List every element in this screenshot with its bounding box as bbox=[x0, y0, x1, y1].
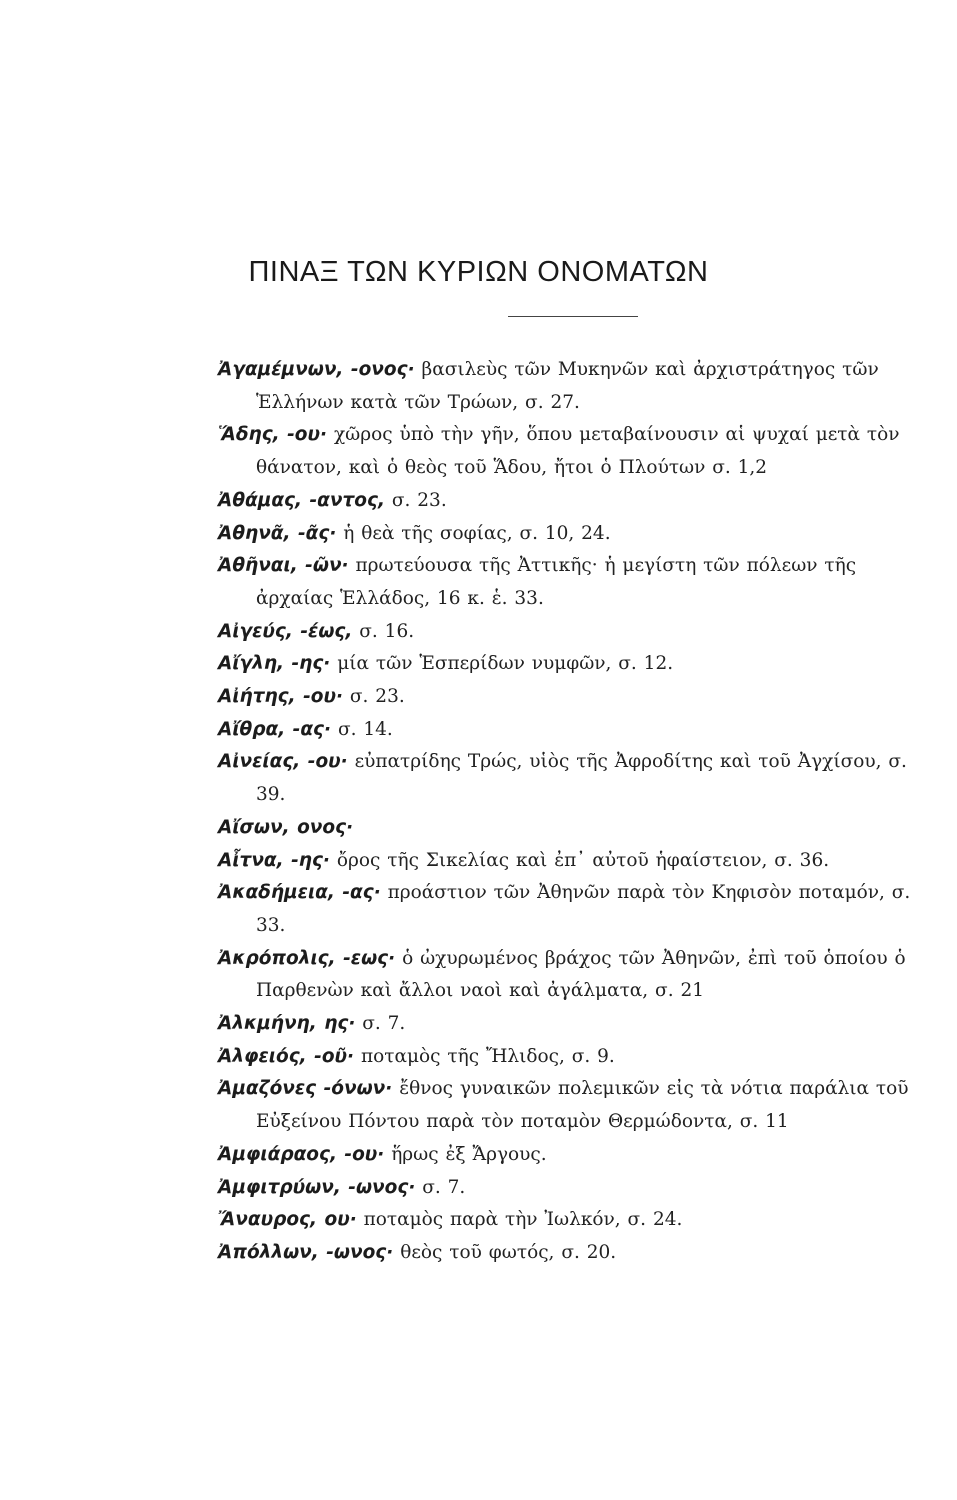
index-entry bbox=[218, 550, 938, 615]
entry-description: σ. 7. bbox=[422, 1176, 466, 1198]
entry-description: σ. 14. bbox=[337, 718, 393, 740]
index-entry bbox=[218, 485, 938, 518]
entry-headword: Αἰγεύς, -έως, bbox=[218, 620, 353, 642]
entry-headword: Αἶτνα, -ης· bbox=[218, 849, 330, 871]
index-entry bbox=[218, 1204, 938, 1237]
index-list bbox=[218, 354, 938, 1270]
index-entry bbox=[218, 648, 938, 681]
entry-description: ὁ ὠχυρωμένος βράχος τῶν Ἀθηνῶν, ἐπὶ τοῦ ὁποίου ὁ Παρθενὼν καὶ ἄλλοι ναοὶ καὶ ἀγάλματα, σ. 21 bbox=[256, 947, 906, 1002]
entry-headword: Ἀγαμέμνων, -ονος· bbox=[218, 359, 415, 380]
entry-headword: Αἰήτης, -ου· bbox=[218, 686, 344, 708]
entry-description: βασιλεὺς τῶν Μυκηνῶν καὶ ἀρχιστράτηγος τῶν Ἑλλήνων κατὰ τῶν Τρώων, σ. 27. bbox=[256, 359, 879, 413]
index-entry bbox=[218, 1073, 938, 1138]
page-title: ΠΙΝΑΞ ΤΩΝ ΚΥΡΙΩΝ ΟΝΟΜΑΤΩΝ bbox=[248, 256, 709, 288]
entry-description: ποταμὸς παρὰ τὴν Ἰωλκόν, σ. 24. bbox=[363, 1209, 683, 1231]
entry-description: εὐπατρίδης Τρώς, υἱὸς τῆς Ἀφροδίτης καὶ τοῦ Ἀγχίσου, σ. 39. bbox=[256, 751, 907, 806]
entry-headword: Ἀμφιάραος, -ου· bbox=[218, 1143, 385, 1165]
entry-headword: Ἀμφιτρύων, -ωνος· bbox=[218, 1176, 416, 1198]
index-entry bbox=[218, 419, 938, 484]
entry-description: χῶρος ὑπὸ τὴν γῆν, ὅπου μεταβαίνουσιν αἱ ψυχαί μετὰ τὸν θάνατον, καὶ ὁ θεὸς τοῦ Ἅδου, ἤτοι ὁ Πλούτων σ. 1,2 bbox=[256, 424, 900, 479]
entry-description: ἥρως ἐξ Ἄργους. bbox=[391, 1143, 547, 1165]
index-entry bbox=[218, 1172, 938, 1205]
index-entry bbox=[218, 681, 938, 714]
entry-headword: Αἰνείας, -ου· bbox=[218, 751, 348, 773]
entry-headword: Αἴθρα, -ας· bbox=[218, 718, 332, 740]
index-entry bbox=[218, 1041, 938, 1074]
entry-headword: Ἀλφειός, -οῦ· bbox=[218, 1045, 355, 1067]
index-entry bbox=[218, 877, 938, 942]
entry-description: ἡ θεὰ τῆς σοφίας, σ. 10, 24. bbox=[343, 522, 611, 544]
entry-headword: Ἄναυρος, ου· bbox=[218, 1209, 357, 1231]
entry-headword: Ἀθάμας, -αντος, bbox=[218, 489, 385, 511]
index-entry bbox=[218, 1008, 938, 1041]
index-entry bbox=[218, 746, 938, 811]
index-entry bbox=[218, 518, 938, 551]
entry-headword: Αἴγλη, -ης· bbox=[218, 653, 331, 675]
index-entry bbox=[218, 1237, 938, 1270]
title-divider bbox=[508, 316, 638, 317]
index-entry bbox=[218, 616, 938, 649]
entry-description: σ. 23. bbox=[349, 686, 405, 708]
entry-headword: Ἀλκμήνη, ης· bbox=[218, 1013, 356, 1035]
entry-headword: Ἀμαζόνες -όνων· bbox=[218, 1078, 393, 1100]
entry-headword: Ἅδης, -ου· bbox=[218, 424, 328, 446]
entry-description: σ. 16. bbox=[359, 620, 415, 642]
index-entry bbox=[218, 714, 938, 747]
entry-headword: Ἀκρόπολις, -εως· bbox=[218, 947, 396, 969]
entry-description: ὄρος τῆς Σικελίας καὶ ἐπ᾽ αὐτοῦ ἡφαίστειον, σ. 36. bbox=[336, 849, 830, 871]
index-entry bbox=[218, 1139, 938, 1172]
entry-description: σ. 7. bbox=[362, 1013, 406, 1035]
index-entry bbox=[218, 943, 938, 1008]
entry-headword: Αἴσων, ονος· bbox=[218, 816, 354, 838]
entry-description: ἔθνος γυναικῶν πολεμικῶν εἰς τὰ νότια παράλια τοῦ Εὐξείνου Πόντου παρὰ τὸν ποταμὸν Θερμώδοντα, σ. 11 bbox=[256, 1078, 909, 1133]
index-entry bbox=[218, 812, 938, 845]
entry-description: μία τῶν Ἑσπερίδων νυμφῶν, σ. 12. bbox=[337, 653, 674, 675]
entry-description: σ. 23. bbox=[391, 489, 447, 511]
entry-headword: Ἀπόλλων, -ωνος· bbox=[218, 1241, 394, 1263]
entry-headword: Ἀκαδήμεια, -ας· bbox=[218, 882, 381, 904]
entry-description: πρωτεύουσα τῆς Ἀττικῆς· ἡ μεγίστη τῶν πόλεων τῆς ἀρχαίας Ἑλλάδος, 16 κ. ἑ. 33. bbox=[256, 555, 857, 609]
entry-description: προάστιον τῶν Ἀθηνῶν παρὰ τὸν Κηφισὸν ποταμόν, σ. 33. bbox=[256, 882, 911, 936]
entry-headword: Ἀθῆναι, -ῶν· bbox=[218, 555, 349, 577]
entry-description: ποταμὸς τῆς Ἤλιδος, σ. 9. bbox=[360, 1045, 615, 1067]
entry-headword: Ἀθηνᾶ, -ᾶς· bbox=[218, 522, 337, 544]
index-entry bbox=[218, 845, 938, 878]
entry-description: θεὸς τοῦ φωτός, σ. 20. bbox=[400, 1241, 617, 1263]
index-entry bbox=[218, 354, 938, 419]
